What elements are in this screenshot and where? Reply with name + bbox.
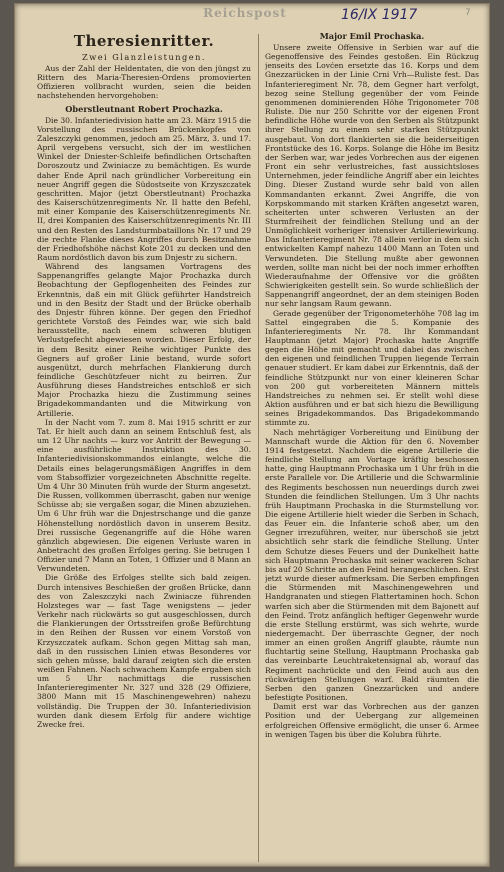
newspaper-clipping bbox=[14, 3, 490, 867]
article-title: Theresienritter. bbox=[73, 32, 215, 50]
section2-para: Gerade gegenüber der Trigonometerhöhe 708 lag im Sattel eingegraben die 5. Kompanie des Infanterieregiments Nr. 78. Ihr Kommandant Hauptmann (jetzt Major) Prochaska hatte Angriffe gegen die Höhe mit gemacht und dabei das zwischen den eigenen und feindlichen Truppen liegende Terrain genauer studiert. Er kam dabei zur Erkenntnis, daß der feindliche Stützpunkt nur von einer kleineren Schar von 200 gut vorbereiteten Männern mittels Handstreiches zu nehmen sei. Er stellt wohl diese Aktion ausführen und er bat sich hiezu die Bewilligung seines Brigadekommandos. Das Brigadekommando stimmte zu. bbox=[265, 308, 479, 428]
right-column bbox=[265, 28, 479, 863]
section1-para: Die Größe des Erfolges stellte sich bald zeigen. Durch intensives Beschießen der großen Brücke, dann des von Zaleszczyki nach Zwiniacze führenden Holzsteges war — fast Tage wenigstens — jeder Verkehr nach rückwärts so gut ausgeschlossen, durch die Flankierungen der Ortsstreifen große Befürchtung in den Reihen der Russen vor einem Vorstoß von Krzyszczatek aufkam. Schon gegen Mittag sah man, daß in den russischen Linien etwas Besonderes vor sich gehen müsse, bald darauf zeigten sich die ersten weißen Fahnen. Nach schwachem Kampfe ergaben sich um 5 Uhr nachmittags die russischen Infanterieregimenter Nr. 327 und 328 (29 Offiziere, 3800 Mann mit 15 Maschinengewehren) nahezu vollständig. Die Truppen der 30. Infanteriedivision wurden dank diesem Erfolg für andere wichtige Zwecke frei. bbox=[37, 573, 251, 729]
masthead-stamp: Reichspost bbox=[203, 6, 287, 20]
section2-para: Damit erst war das Vorbrechen aus der ganzen Position und der Uebergang zur allgemeinen erfolgreichen Offensive ermöglicht, die unser 6. Armee in wenigen Tagen bis über die Kolubra führte. bbox=[265, 702, 479, 739]
article-intro: Aus der Zahl der Heldentaten, die von den jüngst zu Rittern des Maria-Theresien-Ordens promovierten Offizieren vollbracht wurden, seien die beiden nachstehenden hervorgehoben: bbox=[37, 64, 251, 101]
section2-para: Unsere zweite Offensive in Serbien war auf die Gegenoffensive des Feindes gestoßen. Ein Rückzug jenseits des Lovćen ersetzte das 16. Korps und dem Gnezzarücken in der Linie Crni Vrh—Ruliste fest. Das Infanterieregiment Nr. 78, dem Gegner hart verfolgt, bezog seine Stellung gegenüber der vom Feinde genommenen dominierenden Höhe Trigonometer 708 Ruliste. Die nur 250 Schritte vor der eigenen Front befindliche Höhe wurde von den Serben als Stützpunkt ihrer Stellung zu einem sehr starken Stützpunkt ausgebaut. Von dort flankierten sie die beiderseitigen Frontstücke des 16. Korps. Solange die Höhe im Besitz der Serben war, war jedes Vorbrechen aus der eigenen Front ein sehr verlustreiches, fast aussichtsloses Unternehmen, jeder feindliche Angriff aber ein leichtes Ding. Dieser Zustand wurde sehr bald von allen Kommandanten erkannt. Zwei Angriffe, die von Korpskommando mit starken Kräften angesetzt waren, scheiterten unter schweren Verlusten an der Sturmfreiheit der feindlichen Stellung und an der Unmöglichkeit vorheriger intensiver Artilleriewirkung. Das Infanterieregiment Nr. 78 allein verlor in dem sich entwickelten Kampf nahezu 1400 Mann an Toten und Verwundeten. Die Stellung mußte aber gewonnen werden, sollte man nicht bei der noch immer erhofften Wiederaufnahme der Offensive vor die größten Schwierigkeiten gestellt sein. So wurde schließlich der Sappenangriff angeordnet, der an dem steinigen Boden nur sehr langsam Raum gewann. bbox=[265, 43, 479, 309]
left-column bbox=[37, 28, 251, 863]
section1-para: Die 30. Infanteriedivision hatte am 23. März 1915 die Vorstellung des russischen Brückenkopfes von Zaleszczyki genommen, jedoch am 25. März, 3. und 17. April vergebens versucht, sich der im westlichen Winkel der Dniester-Schleife befindlichen Ortschaften Doroszoutz und Zwiniacze zu bemächtigen. Es wurde daher Ende April nach gründlicher Vorbereitung ein neuer Angriff gegen die Südostseite von Krzyszczatek geschritten. Major (jetzt Oberstleutnant) Prochazka des Kaiserschützenregiments Nr. II hatte den Befehl, mit einer Kompanie des Kaiserschützenregiments Nr. II, drei Kompanien des Kaiserschützenregiments Nr. III und den Resten des Landsturmbataillons Nr. 17 und 29 die rechte Flanke dieses Angriffes durch Besitznahme der Friedhofshöhe nächst Kote 201 zu decken und den Raum nordöstlich davon bis zum Dnjestr zu sichern. bbox=[37, 115, 251, 262]
section2-para: Nach mehrtägiger Vorbereitung und Einübung der Mannschaft wurde die Aktion für den 6. November 1914 festgesetzt. Nachdem die eigene Artillerie die feindliche Stellung am Vortage kräftig beschossen hatte, ging Hauptmann Prochaska um 1 Uhr früh in die erste Parallele vor. Die Artillerie und die Schwarmlinie des Regiments beschossen nun neuerdings durch zwei Stunden die feindlichen Stellungen. Um 3 Uhr nachts früh Hauptmann Prochaska in die Sturmstellung vor. Die eigene Artillerie hielt wieder die Serben in Schach, das Feuer ein. die Infanterie schoß aber, um den Gegner irrezuführen, weiter, nur überschoß sie jetzt absichtlich sehr stark die feindliche Stellung. Unter dem Schutze dieses Feuers und der Dunkelheit hatte sich Hauptmann Prochaska mit seiner wackeren Schar bis auf 20 Schritte an den Feind herangeschlichen. Erst jetzt wurde dieser aufmerksam. Die Serben empfingen die Stürmenden mit Maschinengewehren und Handgranaten und stiegen Flattertaminen hoch. Schon warfen sich aber die Stürmenden mit dem Bajonett auf den Feind. Trotz anfänglich heftiger Gegenwehr wurde die erste Stellung erstürmt, was sich wehrte, wurde niedergemacht. Der überraschte Gegner, der noch immer an einen großen Angriff glaubte, räumte nun fluchtartig seine Stellung, Hauptmann Prochaska gab das vereinbarte Leuchtraketensignal ab, worauf das Regiment nachrückte und den Feind auch aus den rückwärtigen Stellungen warf. Bald räumten die Serben den ganzen Gnezzarücken und andere befestigte Positionen. bbox=[265, 427, 479, 703]
column-divider bbox=[258, 34, 259, 862]
section1-heading: Oberstleutnant Robert Prochazka. bbox=[65, 103, 223, 114]
section1-para: In der Nacht vom 7. zum 8. Mai 1915 schritt er zur Tat. Er hielt auch dann an seinem Entschluß fest, als um 12 Uhr nachts — kurz vor Antritt der Bewegung — eine ausführliche Instruktion des 30. Infanteriedivisionskommandos einlangte, welche die Details eines belagerungsmäßigen Angriffes in dem vom Stabsoffizier vorgezeichneten Abschnitte regelte. Um 4 Uhr 30 Minuten früh wurde der Sturm angesetzt. Die Russen, vollkommen überrascht, gaben nur wenige Schüsse ab; sie vergaßen sogar, die Minen abzuziehen. Um 6 Uhr früh war die Dnjestrschange und die ganze Höhenstellung nordöstlich davon in unserem Besitz. Drei russische Gegenangriffe auf die Höhe waren gänzlich abgewiesen. Die eigenen Verluste waren in Anbetracht des großen Erfolges gering. Sie betrugen 1 Offizier und 7 Mann an Toten, 1 Offizier und 8 Mann an Verwundeten. bbox=[37, 417, 251, 574]
article-kicker: Zwei Glanzleistungen. bbox=[82, 52, 206, 62]
section1-para: Während des langsamen Vortragens des Sappenangriffes gelangte Major Prochazka durch Beobachtung der Gepflogenheiten des Feindes zur Erkenntnis, daß ein mit Glück geführter Handstreich und in den Besitz der Stadt und der Brücke oberhalb des Dnjestr führen könne. Der gegen den Friedhof gerichtete Vorstoß des Feindes war, wie sich bald herausstellte, nach einem schweren blutigen Verlustgefecht abgewiesen worden. Dieser Erfolg, der in dem Besitz einer Reihe wichtiger Punkte des Gegners auf großer Linie bestand, wurde sofort ausgenützt, durch mehrfachen Flankierung durch feindliche Geschützfeuer nicht zu beirren. Zur Ausführung dieses Handstreiches entschloß er sich Major Prochazka hiezu die Zustimmung seines Brigadekommandanten und die Mitwirkung von Artillerie. bbox=[37, 262, 251, 418]
handwritten-date: 16/IX 1917 bbox=[341, 7, 418, 23]
page-number: 7 bbox=[465, 8, 471, 18]
section2-heading: Major Emil Prochaska. bbox=[319, 31, 425, 41]
